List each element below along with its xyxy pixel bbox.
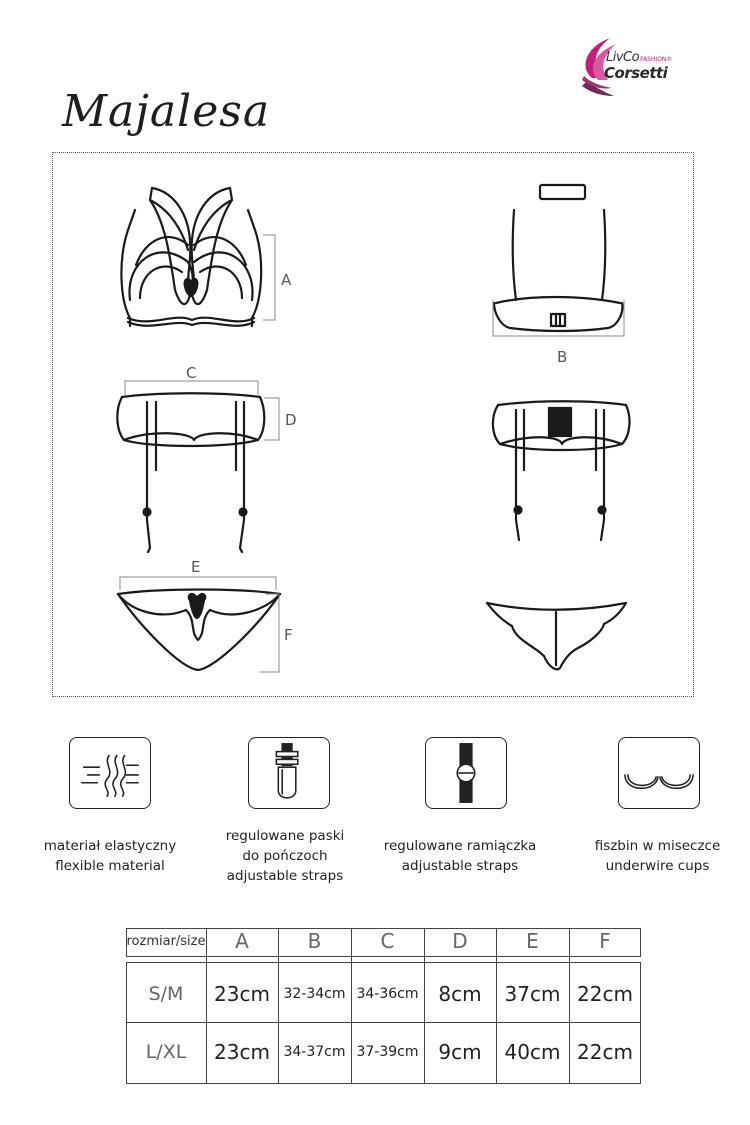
size-table: [126, 928, 641, 1084]
size-cell: 32-34cm: [283, 986, 346, 1002]
size-cell: 40cm: [504, 1040, 561, 1064]
stretch-waves-icon: [69, 737, 151, 809]
feature-text-pl: fiszbin w miseczce: [594, 838, 721, 854]
strap-adjuster-icon: [425, 737, 507, 809]
feature-text-en: adjustable straps: [226, 868, 344, 884]
size-cell: 23cm: [214, 982, 270, 1006]
feature-text-garter: [180, 826, 390, 886]
dim-label-f: F: [284, 626, 293, 644]
feature-text-pl: regulowane ramiączka: [383, 838, 537, 854]
column-header: E: [526, 929, 539, 953]
size-cell: 34-36cm: [356, 986, 419, 1002]
column-header: D: [452, 929, 468, 953]
size-cell: 22cm: [577, 1040, 633, 1064]
dim-label-b: B: [557, 348, 568, 366]
garter-belt-front-drawing: [117, 393, 264, 552]
row-divider: [126, 1022, 641, 1023]
size-cell: 9cm: [438, 1040, 482, 1064]
garter-clip-icon: [248, 737, 330, 809]
size-cell: 37-39cm: [356, 1044, 419, 1060]
dim-label-e: E: [191, 558, 201, 576]
column-header: F: [599, 929, 611, 953]
underwire-cups-icon: [618, 737, 700, 809]
feature-text-pl: materiał elastyczny: [43, 838, 177, 854]
feature-text-underwire: [565, 836, 750, 876]
feature-text-en: flexible material: [55, 858, 165, 874]
size-cell: 37cm: [504, 982, 561, 1006]
brand-name-top: LivCo: [606, 50, 640, 65]
feature-text-pl: do pończoch: [242, 848, 328, 864]
column-header: B: [307, 929, 322, 953]
feature-text-en: adjustable straps: [401, 858, 519, 874]
size-cell: 34-37cm: [283, 1044, 346, 1060]
brand-name-bottom: Corsetti: [604, 64, 668, 82]
size-row-label: L/XL: [145, 1041, 187, 1063]
bra-front-drawing: [121, 188, 261, 326]
feature-text-straps: [360, 836, 560, 876]
column-header: A: [235, 929, 249, 953]
feature-text-en: underwire cups: [605, 858, 710, 874]
garter-belt-back-drawing: [493, 401, 630, 540]
product-title: Majalesa: [62, 86, 271, 137]
column-header: C: [380, 929, 395, 953]
size-cell: 8cm: [438, 982, 482, 1006]
size-cell: 23cm: [214, 1040, 270, 1064]
brand-name-tag: FASHION®: [640, 56, 673, 63]
dim-label-a: A: [281, 271, 292, 289]
size-cell: 22cm: [577, 982, 633, 1006]
size-corner-label: rozmiar/size: [126, 934, 206, 949]
dim-label-c: C: [186, 364, 197, 382]
size-row-label: S/M: [148, 983, 184, 1005]
feature-text-pl: regulowane paski: [225, 828, 345, 844]
dim-label-d: D: [285, 411, 297, 429]
panty-back-drawing: [487, 603, 626, 669]
bra-back-drawing: [494, 185, 622, 331]
